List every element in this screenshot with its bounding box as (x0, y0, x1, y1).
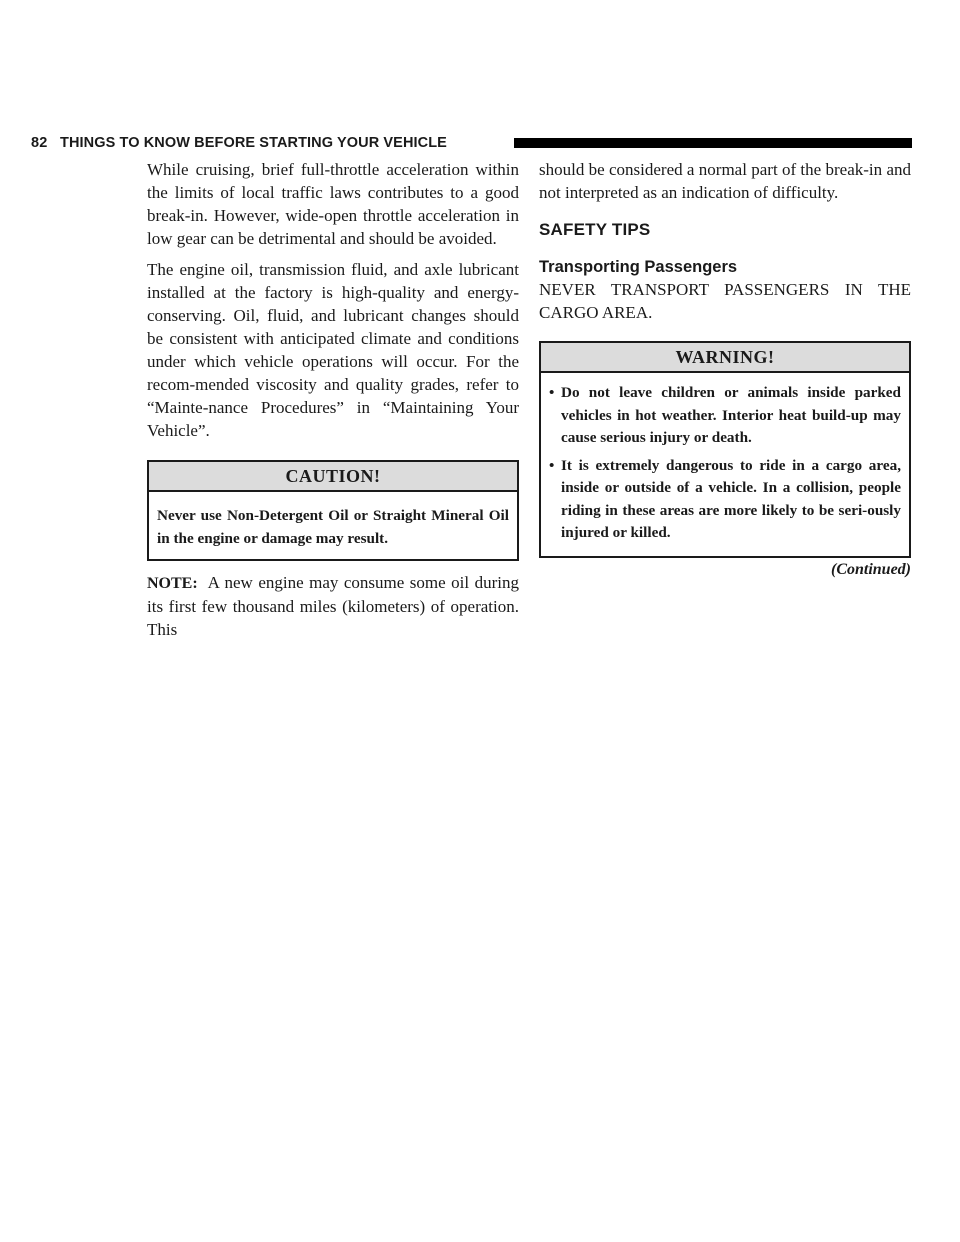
paragraph-fluids: The engine oil, transmission fluid, and axle lubricant installed at the factory is high-quality and energy-conserving. Oil, fluid, and lubricant changes should be consistent with anticipated climate and conditions under which vehicle operations will occur. For the recom-mended viscosity and quality grades, refer to “Mainte-nance Procedures” in “Maintaining Your Vehicle”. (147, 260, 519, 440)
section-heading-safety-tips: SAFETY TIPS (539, 220, 651, 239)
warning-bullet-item (549, 382, 901, 450)
left-column (147, 158, 519, 649)
note-text: A new engine may consume some oil during its first few thousand miles (kilometers) of operation. This (147, 573, 519, 639)
paragraph-break-in: While cruising, brief full-throttle acceleration within the limits of local traffic laws contributes to a good break-in. However, wide-open throttle acceleration in low gear can be detrimental and should be avoided. (147, 160, 519, 248)
caution-body (149, 492, 517, 559)
caution-box (147, 460, 519, 561)
warning-body (541, 373, 909, 556)
warning-bullet-text: It is extremely dangerous to ride in a cargo area, inside or outside of a vehicle. In a collision, people riding in these areas are more likely to be seri-ously injured or killed. (561, 456, 901, 541)
warning-box (539, 341, 911, 558)
warning-heading: WARNING! (541, 343, 909, 373)
running-section-title: THINGS TO KNOW BEFORE STARTING YOUR VEHICLE (60, 135, 447, 151)
bullet-icon: • (549, 456, 555, 474)
page-header (0, 133, 912, 153)
subheading-transporting-passengers: Transporting Passengers (539, 258, 738, 276)
page-number: 82 (31, 135, 48, 151)
continued-label: (Continued) (830, 560, 911, 578)
cargo-area-notice: NEVER TRANSPORT PASSENGERS IN THE CARGO AREA. (539, 280, 911, 322)
note-paragraph (147, 571, 519, 641)
note-label: NOTE: (147, 575, 198, 592)
right-column (539, 158, 911, 581)
warning-bullet-item (549, 455, 901, 545)
bullet-icon: • (549, 384, 555, 401)
header-rule (514, 138, 912, 148)
warning-bullet-text: Do not leave children or animals inside parked vehicles in hot weather. Interior heat build-up may cause serious injury or death. (561, 384, 901, 446)
caution-heading: CAUTION! (149, 462, 517, 492)
caution-text: Never use Non-Detergent Oil or Straight Mineral Oil in the engine or damage may result. (157, 507, 509, 547)
paragraph-continuation: should be considered a normal part of the break-in and not interpreted as an indication of difficulty. (539, 160, 911, 202)
